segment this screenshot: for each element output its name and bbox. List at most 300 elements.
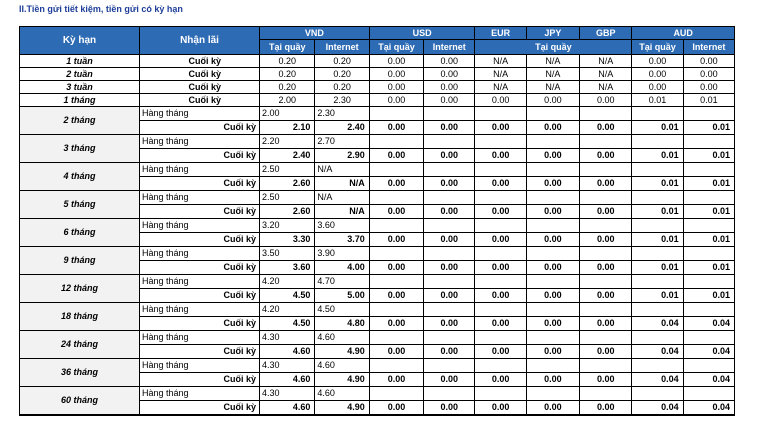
rate-cell-eur: 0.00	[475, 205, 526, 219]
payout-method-cell: Cuối kỳ	[140, 55, 260, 68]
empty-cell	[632, 163, 683, 177]
table-body	[20, 55, 735, 416]
empty-cell	[369, 303, 423, 317]
rate-cell-aud-internet: 0.01	[683, 233, 734, 247]
empty-cell	[475, 107, 526, 121]
monthly-rate-vnd-internet-cell: N/A	[315, 163, 369, 177]
payout-method-end-cell: Cuối kỳ	[140, 373, 260, 387]
sub-header-vnd-tai-quay: Tại quầy	[260, 40, 315, 55]
col-header-ky-han: Kỳ hạn	[20, 27, 140, 55]
monthly-rate-vnd-internet-cell: 3.60	[315, 219, 369, 233]
monthly-rate-vnd-tai-quay-cell: 2.50	[260, 191, 315, 205]
empty-cell	[424, 247, 475, 261]
rate-cell-vnd-tai-quay: 3.60	[260, 261, 315, 275]
rate-cell-eur: N/A	[475, 68, 526, 81]
rate-cell-gbp: 0.00	[580, 289, 632, 303]
rate-cell-eur: 0.00	[475, 149, 526, 163]
payout-method-monthly-cell: Hàng tháng	[140, 359, 260, 373]
payout-method-end-cell: Cuối kỳ	[140, 205, 260, 219]
empty-cell	[683, 303, 734, 317]
rate-cell-usd-internet: 0.00	[424, 401, 475, 416]
empty-cell	[475, 135, 526, 149]
payout-method-end-cell: Cuối kỳ	[140, 289, 260, 303]
rate-cell-gbp: 0.00	[580, 401, 632, 416]
rate-cell-aud-internet: 0.01	[683, 177, 734, 191]
monthly-rate-vnd-tai-quay-cell: 3.50	[260, 247, 315, 261]
empty-cell	[424, 303, 475, 317]
currency-header-eur: EUR	[475, 27, 526, 40]
monthly-rate-vnd-tai-quay-cell: 4.30	[260, 387, 315, 401]
rate-cell-vnd-internet: N/A	[315, 205, 369, 219]
empty-cell	[424, 387, 475, 401]
empty-cell	[475, 247, 526, 261]
monthly-rate-vnd-tai-quay-cell: 4.30	[260, 331, 315, 345]
rate-cell-aud-internet: 0.04	[683, 373, 734, 387]
payout-method-monthly-cell: Hàng tháng	[140, 163, 260, 177]
interest-rate-table	[19, 26, 735, 416]
rate-cell-eur: 0.00	[475, 345, 526, 359]
rate-cell-vnd-tq: 0.20	[260, 81, 315, 94]
empty-cell	[475, 163, 526, 177]
rate-cell-usd-internet: 0.00	[424, 317, 475, 331]
rate-cell-gbp: 0.00	[580, 121, 632, 135]
rate-cell-aud-tai-quay: 0.04	[632, 373, 683, 387]
rate-cell-vnd-tai-quay: 2.10	[260, 121, 315, 135]
term-cell: 2 tháng	[20, 107, 140, 135]
payout-method-end-cell: Cuối kỳ	[140, 121, 260, 135]
empty-cell	[369, 275, 423, 289]
empty-cell	[369, 331, 423, 345]
monthly-rate-vnd-internet-cell: 2.30	[315, 107, 369, 121]
sub-header-usd-internet: Internet	[424, 40, 475, 55]
payout-method-monthly-cell: Hàng tháng	[140, 135, 260, 149]
rate-cell-eur: N/A	[475, 55, 526, 68]
term-cell: 5 tháng	[20, 191, 140, 219]
rate-cell-usd-internet: 0.00	[424, 121, 475, 135]
payout-method-monthly-cell: Hàng tháng	[140, 107, 260, 121]
rate-cell-usd-internet: 0.00	[424, 149, 475, 163]
empty-cell	[683, 247, 734, 261]
rate-cell-aud-tq: 0.00	[632, 55, 683, 68]
rate-cell-usd-internet: 0.00	[424, 233, 475, 247]
rate-cell-aud-internet: 0.01	[683, 289, 734, 303]
table-row-monthly	[20, 247, 735, 261]
empty-cell	[580, 191, 632, 205]
empty-cell	[632, 303, 683, 317]
rate-cell-jpy: 0.00	[526, 177, 579, 191]
empty-cell	[526, 387, 579, 401]
rate-cell-jpy: 0.00	[526, 121, 579, 135]
monthly-rate-vnd-tai-quay-cell: 4.20	[260, 303, 315, 317]
payout-method-end-cell: Cuối kỳ	[140, 177, 260, 191]
empty-cell	[369, 247, 423, 261]
rate-cell-aud-tq: 0.01	[632, 94, 683, 107]
empty-cell	[580, 163, 632, 177]
payout-method-end-cell: Cuối kỳ	[140, 149, 260, 163]
table-row-monthly	[20, 303, 735, 317]
empty-cell	[683, 219, 734, 233]
term-cell: 18 tháng	[20, 303, 140, 331]
rate-cell-jpy: 0.00	[526, 317, 579, 331]
term-cell: 36 tháng	[20, 359, 140, 387]
monthly-rate-vnd-internet-cell: 4.60	[315, 387, 369, 401]
empty-cell	[424, 191, 475, 205]
rate-cell-aud-int: 0.01	[683, 94, 734, 107]
empty-cell	[424, 331, 475, 345]
table-row	[20, 68, 735, 81]
payout-method-end-cell: Cuối kỳ	[140, 233, 260, 247]
empty-cell	[526, 107, 579, 121]
rate-cell-aud-tai-quay: 0.01	[632, 177, 683, 191]
rate-cell-usd-tai-quay: 0.00	[369, 121, 423, 135]
rate-cell-gbp: 0.00	[580, 345, 632, 359]
rate-cell-vnd-tai-quay: 2.40	[260, 149, 315, 163]
monthly-rate-vnd-internet-cell: 4.60	[315, 331, 369, 345]
term-cell: 1 tuần	[20, 55, 140, 68]
empty-cell	[475, 359, 526, 373]
empty-cell	[580, 219, 632, 233]
empty-cell	[424, 163, 475, 177]
header-row-currencies	[20, 27, 735, 40]
rate-cell-vnd-tai-quay: 4.60	[260, 345, 315, 359]
empty-cell	[683, 359, 734, 373]
empty-cell	[683, 163, 734, 177]
empty-cell	[580, 275, 632, 289]
rate-cell-gbp: N/A	[580, 68, 632, 81]
currency-header-jpy: JPY	[526, 27, 579, 40]
empty-cell	[369, 135, 423, 149]
empty-cell	[580, 247, 632, 261]
rate-cell-jpy: N/A	[526, 68, 579, 81]
rate-cell-vnd-tai-quay: 4.60	[260, 401, 315, 416]
empty-cell	[475, 191, 526, 205]
sub-header-usd-tai-quay: Tại quầy	[369, 40, 423, 55]
empty-cell	[369, 359, 423, 373]
rate-cell-usd-internet: 0.00	[424, 345, 475, 359]
payout-method-cell: Cuối kỳ	[140, 81, 260, 94]
rate-cell-usd-tai-quay: 0.00	[369, 233, 423, 247]
empty-cell	[526, 275, 579, 289]
rate-cell-usd-tai-quay: 0.00	[369, 177, 423, 191]
rate-cell-vnd-tq: 2.00	[260, 94, 315, 107]
rate-cell-aud-internet: 0.01	[683, 261, 734, 275]
monthly-rate-vnd-internet-cell: 3.90	[315, 247, 369, 261]
empty-cell	[632, 107, 683, 121]
rate-cell-usd-tai-quay: 0.00	[369, 289, 423, 303]
empty-cell	[475, 331, 526, 345]
rate-cell-eur: 0.00	[475, 317, 526, 331]
empty-cell	[683, 135, 734, 149]
rate-cell-jpy: 0.00	[526, 149, 579, 163]
empty-cell	[580, 135, 632, 149]
empty-cell	[632, 247, 683, 261]
empty-cell	[526, 331, 579, 345]
rate-cell-aud-internet: 0.04	[683, 401, 734, 416]
rate-cell-gbp: 0.00	[580, 233, 632, 247]
table-row-monthly	[20, 275, 735, 289]
rate-cell-eur: N/A	[475, 81, 526, 94]
section-title: II.Tiền gửi tiết kiệm, tiền gửi có kỳ hạn	[19, 4, 183, 14]
rate-cell-usd-internet: 0.00	[424, 373, 475, 387]
rate-cell-vnd-tq: 0.20	[260, 68, 315, 81]
rate-cell-aud-internet: 0.04	[683, 317, 734, 331]
table-row-monthly	[20, 191, 735, 205]
monthly-rate-vnd-tai-quay-cell: 4.20	[260, 275, 315, 289]
rate-cell-aud-tai-quay: 0.01	[632, 149, 683, 163]
rate-cell-aud-tai-quay: 0.01	[632, 289, 683, 303]
empty-cell	[424, 359, 475, 373]
empty-cell	[526, 219, 579, 233]
rate-cell-vnd-tai-quay: 4.50	[260, 289, 315, 303]
rate-cell-vnd-tai-quay: 2.60	[260, 177, 315, 191]
empty-cell	[526, 163, 579, 177]
payout-method-end-cell: Cuối kỳ	[140, 261, 260, 275]
rate-cell-vnd-internet: 4.90	[315, 345, 369, 359]
empty-cell	[369, 387, 423, 401]
empty-cell	[369, 219, 423, 233]
rate-cell-eur: 0.00	[475, 261, 526, 275]
rate-cell-aud-int: 0.00	[683, 81, 734, 94]
rate-cell-usd-int: 0.00	[424, 68, 475, 81]
table-row-monthly	[20, 107, 735, 121]
rate-cell-jpy: 0.00	[526, 233, 579, 247]
rate-cell-usd-internet: 0.00	[424, 289, 475, 303]
empty-cell	[632, 275, 683, 289]
rate-cell-aud-internet: 0.01	[683, 205, 734, 219]
rate-cell-jpy: 0.00	[526, 205, 579, 219]
payout-method-monthly-cell: Hàng tháng	[140, 247, 260, 261]
rate-cell-usd-tai-quay: 0.00	[369, 149, 423, 163]
term-cell: 9 tháng	[20, 247, 140, 275]
empty-cell	[475, 219, 526, 233]
rate-cell-jpy: N/A	[526, 81, 579, 94]
col-header-nhan-lai: Nhận lãi	[140, 27, 260, 55]
payout-method-monthly-cell: Hàng tháng	[140, 191, 260, 205]
empty-cell	[424, 135, 475, 149]
monthly-rate-vnd-internet-cell: 4.50	[315, 303, 369, 317]
rate-cell-vnd-int: 0.20	[315, 81, 369, 94]
monthly-rate-vnd-tai-quay-cell: 2.50	[260, 163, 315, 177]
rate-cell-jpy: N/A	[526, 55, 579, 68]
empty-cell	[683, 275, 734, 289]
empty-cell	[632, 219, 683, 233]
rate-cell-jpy: 0.00	[526, 345, 579, 359]
rate-cell-usd-int: 0.00	[424, 94, 475, 107]
rate-cell-usd-tai-quay: 0.00	[369, 261, 423, 275]
empty-cell	[526, 247, 579, 261]
rate-cell-aud-int: 0.00	[683, 68, 734, 81]
rate-cell-vnd-int: 0.20	[315, 55, 369, 68]
rate-cell-eur: 0.00	[475, 121, 526, 135]
rate-cell-gbp: 0.00	[580, 177, 632, 191]
empty-cell	[580, 359, 632, 373]
table-row	[20, 55, 735, 68]
sub-header-aud-tai-quay: Tại quầy	[632, 40, 683, 55]
rate-cell-gbp: N/A	[580, 81, 632, 94]
term-cell: 4 tháng	[20, 163, 140, 191]
rate-cell-gbp: N/A	[580, 55, 632, 68]
rate-cell-aud-tai-quay: 0.01	[632, 233, 683, 247]
rate-cell-usd-tai-quay: 0.00	[369, 317, 423, 331]
rate-cell-jpy: 0.00	[526, 401, 579, 416]
monthly-rate-vnd-tai-quay-cell: 3.20	[260, 219, 315, 233]
table-row-monthly	[20, 331, 735, 345]
table-row-monthly	[20, 387, 735, 401]
currency-header-aud: AUD	[632, 27, 735, 40]
rate-cell-usd-tai-quay: 0.00	[369, 373, 423, 387]
empty-cell	[683, 387, 734, 401]
rate-cell-vnd-internet: 2.40	[315, 121, 369, 135]
currency-header-vnd: VND	[260, 27, 370, 40]
rate-cell-eur: 0.00	[475, 289, 526, 303]
empty-cell	[580, 303, 632, 317]
sub-header-aud-internet: Internet	[683, 40, 734, 55]
currency-header-gbp: GBP	[580, 27, 632, 40]
rate-cell-vnd-tai-quay: 3.30	[260, 233, 315, 247]
payout-method-monthly-cell: Hàng tháng	[140, 331, 260, 345]
rate-cell-vnd-tai-quay: 4.60	[260, 373, 315, 387]
payout-method-end-cell: Cuối kỳ	[140, 401, 260, 416]
empty-cell	[475, 275, 526, 289]
empty-cell	[580, 331, 632, 345]
rate-cell-jpy: 0.00	[526, 373, 579, 387]
rate-cell-usd-tq: 0.00	[369, 94, 423, 107]
rate-cell-eur: 0.00	[475, 177, 526, 191]
empty-cell	[580, 387, 632, 401]
rate-cell-aud-int: 0.00	[683, 55, 734, 68]
empty-cell	[526, 303, 579, 317]
rate-cell-aud-tai-quay: 0.01	[632, 205, 683, 219]
empty-cell	[424, 219, 475, 233]
rate-cell-gbp: 0.00	[580, 149, 632, 163]
rate-cell-usd-int: 0.00	[424, 81, 475, 94]
rate-cell-usd-tq: 0.00	[369, 81, 423, 94]
monthly-rate-vnd-internet-cell: 2.70	[315, 135, 369, 149]
empty-cell	[526, 135, 579, 149]
rate-cell-vnd-tai-quay: 2.60	[260, 205, 315, 219]
rate-cell-vnd-internet: 2.90	[315, 149, 369, 163]
rate-cell-aud-tai-quay: 0.04	[632, 345, 683, 359]
table-row-monthly	[20, 219, 735, 233]
sub-header-vnd-internet: Internet	[315, 40, 369, 55]
empty-cell	[526, 191, 579, 205]
rate-cell-usd-tq: 0.00	[369, 55, 423, 68]
term-cell: 1 tháng	[20, 94, 140, 107]
rate-cell-vnd-int: 2.30	[315, 94, 369, 107]
empty-cell	[580, 107, 632, 121]
rate-cell-aud-internet: 0.01	[683, 121, 734, 135]
payout-method-cell: Cuối kỳ	[140, 94, 260, 107]
rate-cell-aud-tai-quay: 0.01	[632, 261, 683, 275]
rate-cell-vnd-internet: 4.90	[315, 401, 369, 416]
rate-cell-gbp: 0.00	[580, 205, 632, 219]
rate-cell-aud-internet: 0.04	[683, 345, 734, 359]
rate-cell-vnd-internet: 4.90	[315, 373, 369, 387]
monthly-rate-vnd-tai-quay-cell: 2.00	[260, 107, 315, 121]
payout-method-end-cell: Cuối kỳ	[140, 317, 260, 331]
rate-cell-gbp: 0.00	[580, 94, 632, 107]
empty-cell	[369, 191, 423, 205]
rate-cell-eur: 0.00	[475, 373, 526, 387]
term-cell: 12 tháng	[20, 275, 140, 303]
sub-header-eur-jpy-gbp-tai-quay: Tại quầy	[475, 40, 632, 55]
table-row	[20, 94, 735, 107]
rate-cell-vnd-internet: N/A	[315, 177, 369, 191]
rate-cell-vnd-tq: 0.20	[260, 55, 315, 68]
rate-cell-usd-tai-quay: 0.00	[369, 401, 423, 416]
rate-cell-aud-internet: 0.01	[683, 149, 734, 163]
empty-cell	[526, 359, 579, 373]
rate-cell-usd-tai-quay: 0.00	[369, 205, 423, 219]
monthly-rate-vnd-tai-quay-cell: 4.30	[260, 359, 315, 373]
rate-cell-vnd-internet: 3.70	[315, 233, 369, 247]
table-row-monthly	[20, 359, 735, 373]
rate-cell-usd-tai-quay: 0.00	[369, 345, 423, 359]
rate-cell-aud-tq: 0.00	[632, 81, 683, 94]
rate-cell-gbp: 0.00	[580, 261, 632, 275]
empty-cell	[632, 331, 683, 345]
term-cell: 60 tháng	[20, 387, 140, 416]
empty-cell	[632, 387, 683, 401]
rate-cell-jpy: 0.00	[526, 261, 579, 275]
payout-method-monthly-cell: Hàng tháng	[140, 275, 260, 289]
term-cell: 6 tháng	[20, 219, 140, 247]
monthly-rate-vnd-internet-cell: 4.70	[315, 275, 369, 289]
empty-cell	[632, 359, 683, 373]
empty-cell	[632, 135, 683, 149]
rate-cell-vnd-internet: 4.80	[315, 317, 369, 331]
empty-cell	[424, 275, 475, 289]
table-row-monthly	[20, 135, 735, 149]
rate-cell-usd-internet: 0.00	[424, 261, 475, 275]
empty-cell	[475, 387, 526, 401]
rate-cell-aud-tai-quay: 0.04	[632, 401, 683, 416]
payout-method-monthly-cell: Hàng tháng	[140, 219, 260, 233]
payout-method-monthly-cell: Hàng tháng	[140, 303, 260, 317]
rate-cell-vnd-internet: 4.00	[315, 261, 369, 275]
rate-cell-usd-int: 0.00	[424, 55, 475, 68]
rate-cell-gbp: 0.00	[580, 317, 632, 331]
empty-cell	[424, 107, 475, 121]
currency-header-usd: USD	[369, 27, 475, 40]
payout-method-cell: Cuối kỳ	[140, 68, 260, 81]
rate-cell-jpy: 0.00	[526, 94, 579, 107]
term-cell: 2 tuần	[20, 68, 140, 81]
rate-cell-usd-internet: 0.00	[424, 177, 475, 191]
empty-cell	[475, 303, 526, 317]
empty-cell	[683, 107, 734, 121]
rate-cell-gbp: 0.00	[580, 373, 632, 387]
payout-method-end-cell: Cuối kỳ	[140, 345, 260, 359]
rate-cell-aud-tq: 0.00	[632, 68, 683, 81]
rate-cell-vnd-internet: 5.00	[315, 289, 369, 303]
term-cell: 3 tuần	[20, 81, 140, 94]
rate-cell-aud-tai-quay: 0.04	[632, 317, 683, 331]
rate-cell-vnd-tai-quay: 4.50	[260, 317, 315, 331]
rate-cell-eur: 0.00	[475, 94, 526, 107]
rate-cell-eur: 0.00	[475, 233, 526, 247]
term-cell: 24 tháng	[20, 331, 140, 359]
term-cell: 3 tháng	[20, 135, 140, 163]
rate-cell-usd-internet: 0.00	[424, 205, 475, 219]
empty-cell	[369, 107, 423, 121]
empty-cell	[369, 163, 423, 177]
rate-cell-aud-tai-quay: 0.01	[632, 121, 683, 135]
empty-cell	[632, 191, 683, 205]
monthly-rate-vnd-tai-quay-cell: 2.20	[260, 135, 315, 149]
payout-method-monthly-cell: Hàng tháng	[140, 387, 260, 401]
rate-cell-usd-tq: 0.00	[369, 68, 423, 81]
